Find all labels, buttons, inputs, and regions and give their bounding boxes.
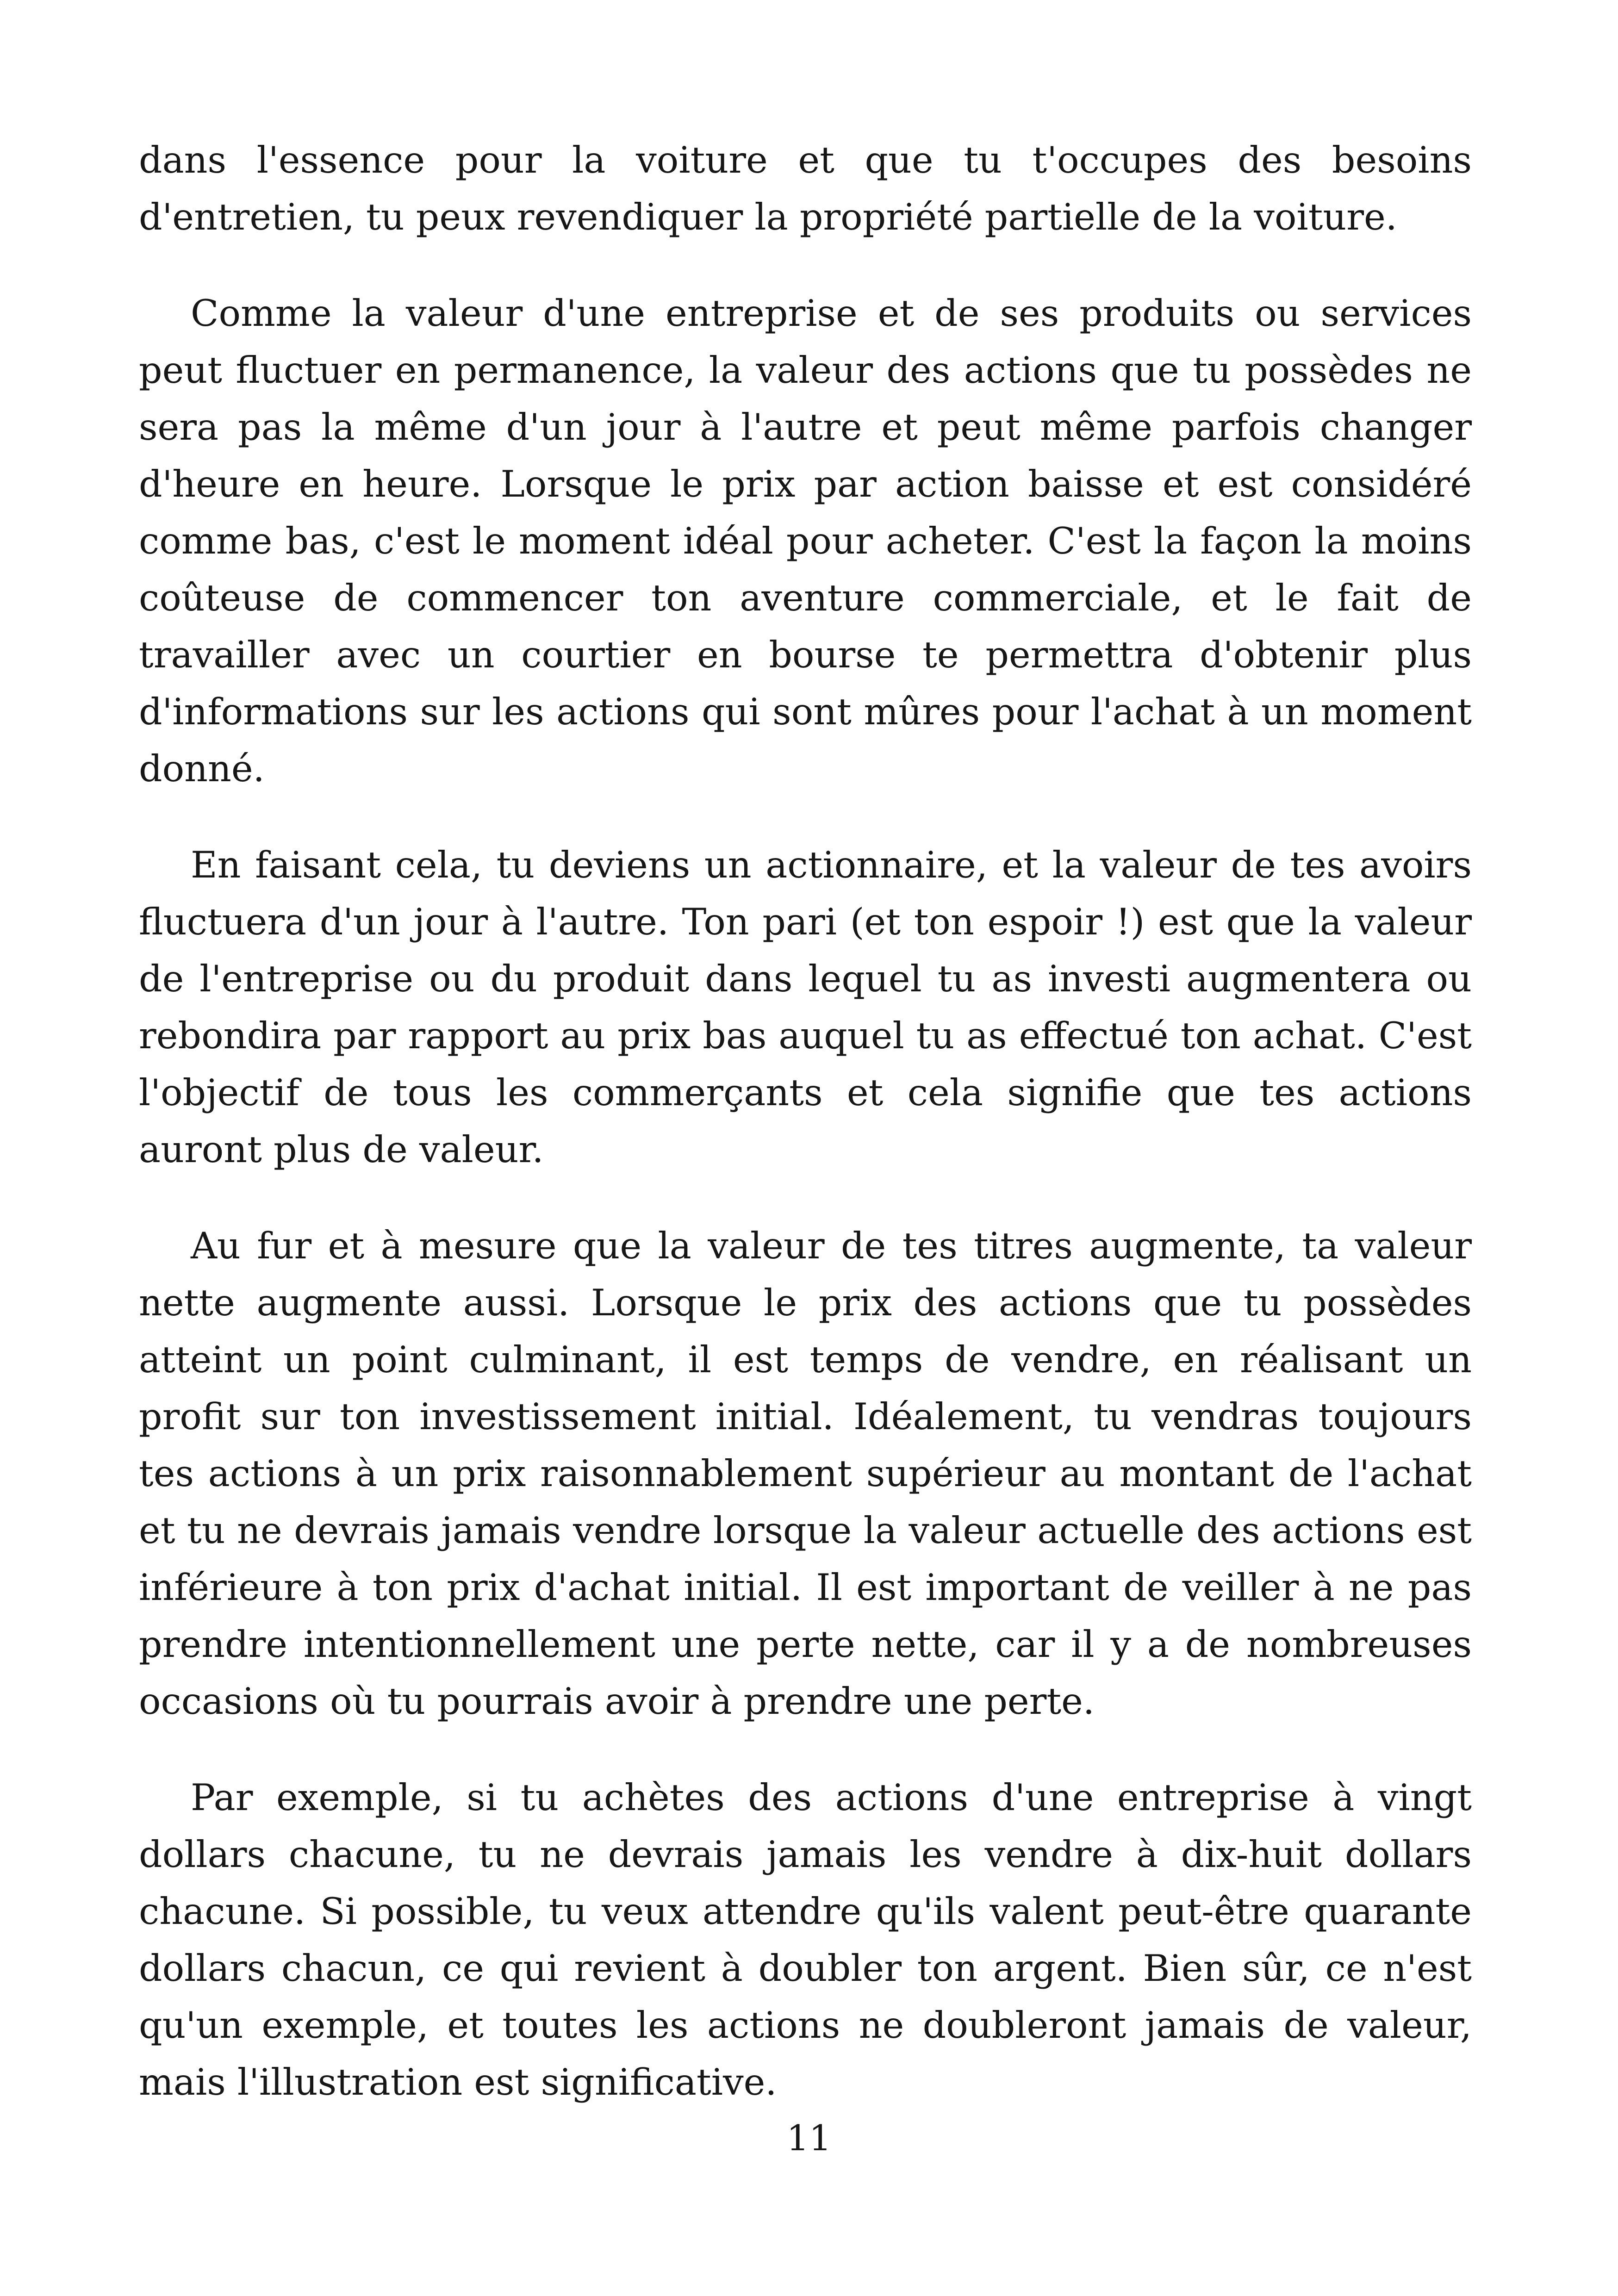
paragraph-continuation: dans l'essence pour la voiture et que tu t'occupes des besoins d'entretien, tu peux revendiquer la propriété partielle de la voiture. <box>139 139 1472 238</box>
paragraph: Comme la valeur d'une entreprise et de ses produits ou services peut fluctuer en permanence, la valeur des actions que tu possèdes ne sera pas la même d'un jour à l'autre et peut même parfois changer d'heure en heure. Lorsque le prix par action baisse et est considéré comme bas, c'est le moment idéal pour acheter. C'est la façon la moins coûteuse de commencer ton aventure commerciale, et le fait de travailler avec un courtier en bourse te permettra d'obtenir plus d'informations sur les actions qui sont mûres pour l'achat à un moment donné. <box>139 292 1472 790</box>
paragraph: Par exemple, si tu achètes des actions d'une entreprise à vingt dollars chacune, tu ne devrais jamais les vendre à dix-huit dollars chacune. Si possible, tu veux attendre qu'ils valent peut-être quarante dollars chacun, ce qui revient à doubler ton argent. Bien sûr, ce n'est qu'un exemple, et toutes les actions ne doubleront jamais de valeur, mais l'illustration est significative. <box>139 1776 1472 2103</box>
paragraph: En faisant cela, tu deviens un actionnaire, et la valeur de tes avoirs fluctuera d'un jour à l'autre. Ton pari (et ton espoir !) est que la valeur de l'entreprise ou du produit dans lequel tu as investi augmentera ou rebondira par rapport au prix bas auquel tu as effectué ton achat. C'est l'objectif de tous les commerçants et cela signifie que tes actions auront plus de valeur. <box>139 844 1472 1171</box>
page-number: 11 <box>786 2117 832 2159</box>
body-text <box>139 132 1472 2150</box>
paragraph: Au fur et à mesure que la valeur de tes titres augmente, ta valeur nette augmente aussi. Lorsque le prix des actions que tu possèdes atteint un point culminant, il est temps de vendre, en réalisant un profit sur ton investissement initial. Idéalement, tu vendras toujours tes actions à un prix raisonnablement supérieur au montant de l'achat et tu ne devrais jamais vendre lorsque la valeur actuelle des actions est inférieure à ton prix d'achat initial. Il est important de veiller à ne pas prendre intentionnellement une perte nette, car il y a de nombreuses occasions où tu pourrais avoir à prendre une perte. <box>139 1225 1472 1723</box>
